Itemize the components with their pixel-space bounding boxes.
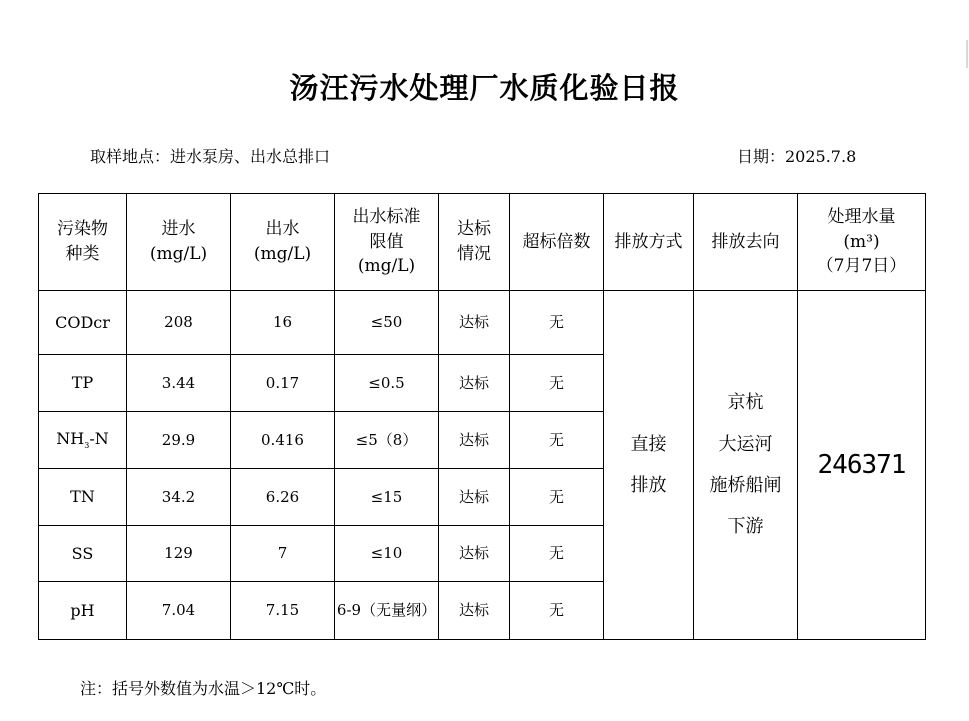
exceed-multiple: 无 (510, 469, 604, 526)
header-discharge-destination: 排放去向 (694, 194, 798, 291)
limit-value: ≤10 (335, 526, 439, 582)
header-exceed-multiple: 超标倍数 (510, 194, 604, 291)
inflow-value: 3.44 (127, 355, 231, 412)
water-quality-table (38, 193, 926, 640)
compliance-status: 达标 (439, 582, 510, 640)
pollutant-name: TN (39, 469, 127, 526)
limit-value: ≤5（8） (335, 412, 439, 469)
report-title: 汤汪污水处理厂水质化验日报 (289, 71, 680, 105)
compliance-status: 达标 (439, 526, 510, 582)
header-standard-limit: 出水标准 限值 (mg/L) (335, 194, 439, 291)
inflow-value: 34.2 (127, 469, 231, 526)
limit-value: ≤50 (335, 291, 439, 355)
header-compliance: 达标 情况 (439, 194, 510, 291)
exceed-multiple: 无 (510, 355, 604, 412)
exceed-multiple: 无 (510, 582, 604, 640)
exceed-multiple: 无 (510, 412, 604, 469)
inflow-value: 129 (127, 526, 231, 582)
outflow-value: 0.17 (231, 355, 335, 412)
scrollbar-edge (966, 40, 968, 68)
limit-value: ≤0.5 (335, 355, 439, 412)
outflow-value: 16 (231, 291, 335, 355)
header-discharge-method: 排放方式 (604, 194, 694, 291)
pollutant-name: TP (39, 355, 127, 412)
outflow-value: 7.15 (231, 582, 335, 640)
compliance-status: 达标 (439, 355, 510, 412)
header-inflow: 进水 (mg/L) (127, 194, 231, 291)
table-row (39, 291, 926, 355)
discharge-method: 直接 排放 (604, 291, 694, 640)
pollutant-name: SS (39, 526, 127, 582)
pollutant-name: pH (39, 582, 127, 640)
outflow-value: 0.416 (231, 412, 335, 469)
inflow-value: 29.9 (127, 412, 231, 469)
header-outflow: 出水 (mg/L) (231, 194, 335, 291)
treated-volume: 246371 (798, 291, 926, 640)
compliance-status: 达标 (439, 291, 510, 355)
footnote: 注：括号外数值为水温＞12℃时。 (80, 679, 327, 698)
outflow-value: 6.26 (231, 469, 335, 526)
report-date: 日期：2025.7.8 (737, 147, 857, 166)
limit-value: ≤15 (335, 469, 439, 526)
header-pollutant: 污染物 种类 (39, 194, 127, 291)
pollutant-name: $NH_3-N$ (39, 412, 127, 469)
header-row (39, 194, 926, 291)
exceed-multiple: 无 (510, 526, 604, 582)
compliance-status: 达标 (439, 469, 510, 526)
compliance-status: 达标 (439, 412, 510, 469)
outflow-value: 7 (231, 526, 335, 582)
limit-value: 6-9（无量纲） (335, 582, 439, 640)
pollutant-name: CODcr (39, 291, 127, 355)
inflow-value: 208 (127, 291, 231, 355)
discharge-destination: 京杭 大运河 施桥船闸 下游 (694, 291, 798, 640)
sampling-location: 取样地点：进水泵房、出水总排口 (90, 147, 331, 166)
inflow-value: 7.04 (127, 582, 231, 640)
exceed-multiple: 无 (510, 291, 604, 355)
header-treated-volume: 处理水量 (m³) （7月7日） (798, 194, 926, 291)
